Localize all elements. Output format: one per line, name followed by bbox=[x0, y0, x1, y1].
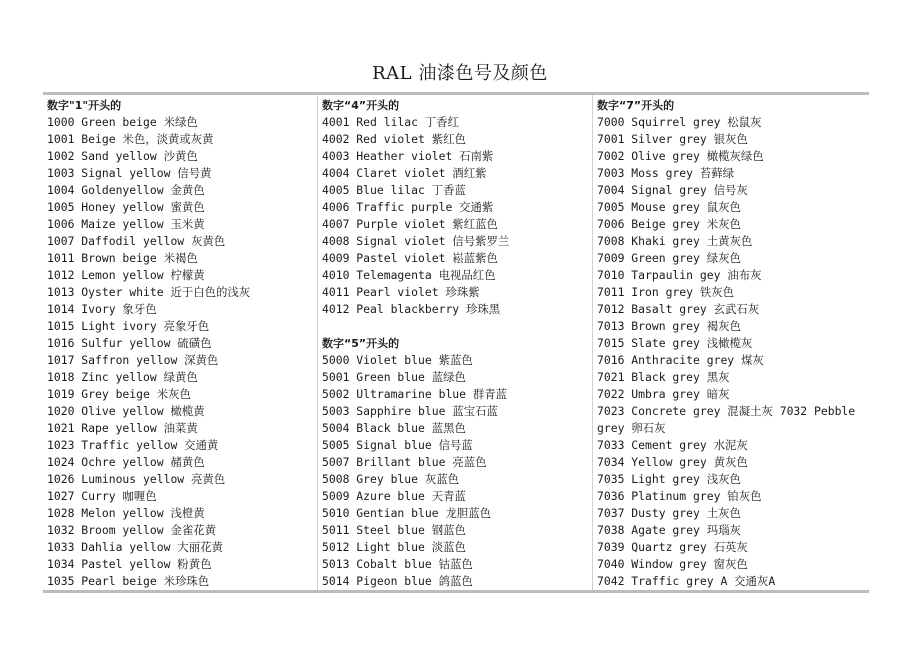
color-entry: 4001 Red lilac 丁香红 bbox=[322, 115, 460, 129]
color-entry: 1014 Ivory 象牙色 bbox=[47, 302, 157, 316]
color-entry: 7000 Squirrel grey 松鼠灰 bbox=[597, 115, 762, 129]
color-entry: 5003 Sapphire blue 蓝宝石蓝 bbox=[322, 404, 498, 418]
color-entry: 5004 Black blue 蓝黑色 bbox=[322, 421, 466, 435]
column-4xxx-5xxx bbox=[318, 95, 593, 590]
color-entry: 4004 Claret violet 酒红紫 bbox=[322, 166, 487, 180]
color-entry: 7023 Concrete grey 混凝土灰 7032 Pebble grey 卵石灰 bbox=[597, 404, 856, 435]
color-entry: 7042 Traffic grey A 交通灰A bbox=[597, 574, 776, 588]
color-entry: 7012 Basalt grey 玄武石灰 bbox=[597, 302, 760, 316]
color-entry: 4009 Pastel violet 崧蓝紫色 bbox=[322, 251, 498, 265]
color-entry: 1013 Oyster white 近于白色的浅灰 bbox=[47, 285, 251, 299]
color-entry: 7037 Dusty grey 土灰色 bbox=[597, 506, 741, 520]
color-entry: 7040 Window grey 窗灰色 bbox=[597, 557, 748, 571]
color-entry: 7002 Olive grey 橄榄灰绿色 bbox=[597, 149, 764, 163]
color-entry: 5010 Gentian blue 龙胆蓝色 bbox=[322, 506, 492, 520]
group-heading: 数字“5”开头的 bbox=[322, 337, 400, 350]
group-heading: 数字“7”开头的 bbox=[597, 99, 675, 112]
color-entry: 7004 Signal grey 信号灰 bbox=[597, 183, 748, 197]
color-entry: 1023 Traffic yellow 交通黄 bbox=[47, 438, 219, 452]
color-entry: 4005 Blue lilac 丁香蓝 bbox=[322, 183, 466, 197]
color-entry: 7003 Moss grey 苔藓绿 bbox=[597, 166, 735, 180]
color-entry: 7010 Tarpaulin gey 油布灰 bbox=[597, 268, 762, 282]
color-entry: 1012 Lemon yellow 柠檬黄 bbox=[47, 268, 205, 282]
color-entry: 5008 Grey blue 灰蓝色 bbox=[322, 472, 460, 486]
color-entry: 1003 Signal yellow 信号黄 bbox=[47, 166, 212, 180]
color-entry: 1033 Dahlia yellow 大丽花黄 bbox=[47, 540, 223, 554]
color-entry: 7035 Light grey 浅灰色 bbox=[597, 472, 741, 486]
color-entry: 1035 Pearl beige 米珍珠色 bbox=[47, 574, 210, 588]
color-entry: 1024 Ochre yellow 赭黄色 bbox=[47, 455, 205, 469]
column-7xxx bbox=[593, 95, 869, 590]
color-entry: 1011 Brown beige 米褐色 bbox=[47, 251, 198, 265]
color-entry: 5001 Green blue 蓝绿色 bbox=[322, 370, 466, 384]
group-heading: 数字“4”开头的 bbox=[322, 99, 400, 112]
color-entry: 1006 Maize yellow 玉米黄 bbox=[47, 217, 205, 231]
color-entry: 1028 Melon yellow 浅橙黄 bbox=[47, 506, 205, 520]
color-entry: 1007 Daffodil yellow 灰黄色 bbox=[47, 234, 226, 248]
color-entry: 1002 Sand yellow 沙黄色 bbox=[47, 149, 198, 163]
color-entry: 4008 Signal violet 信号紫罗兰 bbox=[322, 234, 510, 248]
color-entry: 7013 Brown grey 褐灰色 bbox=[597, 319, 741, 333]
color-entry: 5005 Signal blue 信号蓝 bbox=[322, 438, 473, 452]
color-entry: 4012 Peal blackberry 珍珠黑 bbox=[322, 302, 501, 316]
color-entry: 7008 Khaki grey 土黄灰色 bbox=[597, 234, 753, 248]
group-spacer bbox=[322, 318, 592, 335]
color-entry: 1017 Saffron yellow 深黄色 bbox=[47, 353, 219, 367]
color-entry: 7006 Beige grey 米灰色 bbox=[597, 217, 741, 231]
color-entry: 7022 Umbra grey 暗灰 bbox=[597, 387, 730, 401]
color-entry: 7015 Slate grey 浅橄榄灰 bbox=[597, 336, 753, 350]
color-entry: 5013 Cobalt blue 钴蓝色 bbox=[322, 557, 473, 571]
color-entry: 7033 Cement grey 水泥灰 bbox=[597, 438, 748, 452]
color-entry: 1020 Olive yellow 橄榄黄 bbox=[47, 404, 205, 418]
page-title: RAL 油漆色号及颜色 bbox=[372, 63, 548, 84]
color-entry: 4010 Telemagenta 电视品红色 bbox=[322, 268, 496, 282]
color-entry: 1000 Green beige 米绿色 bbox=[47, 115, 198, 129]
color-entry: 1032 Broom yellow 金雀花黄 bbox=[47, 523, 217, 537]
color-entry: 7038 Agate grey 玛瑙灰 bbox=[597, 523, 741, 537]
color-entry: 5007 Brillant blue 亮蓝色 bbox=[322, 455, 487, 469]
color-entry: 5014 Pigeon blue 鸽蓝色 bbox=[322, 574, 473, 588]
color-entry: 7001 Silver grey 银灰色 bbox=[597, 132, 748, 146]
color-entry: 1034 Pastel yellow 粉黄色 bbox=[47, 557, 212, 571]
color-entry: 4006 Traffic purple 交通紫 bbox=[322, 200, 494, 214]
color-entry: 1027 Curry 咖喱色 bbox=[47, 489, 157, 503]
color-entry: 4003 Heather violet 石南紫 bbox=[322, 149, 494, 163]
color-entry: 5009 Azure blue 天青蓝 bbox=[322, 489, 466, 503]
color-entry: 1021 Rape yellow 油菜黄 bbox=[47, 421, 198, 435]
color-entry: 4011 Pearl violet 珍珠紫 bbox=[322, 285, 480, 299]
color-entry: 1004 Goldenyellow 金黄色 bbox=[47, 183, 205, 197]
color-entry: 7039 Quartz grey 石英灰 bbox=[597, 540, 748, 554]
color-entry: 5000 Violet blue 紫蓝色 bbox=[322, 353, 473, 367]
color-entry: 7036 Platinum grey 铂灰色 bbox=[597, 489, 762, 503]
group-heading: 数字"1"开头的 bbox=[47, 99, 122, 112]
color-entry: 5011 Steel blue 钢蓝色 bbox=[322, 523, 466, 537]
color-entry: 7034 Yellow grey 黄灰色 bbox=[597, 455, 748, 469]
color-entry: 7021 Black grey 黑灰 bbox=[597, 370, 730, 384]
color-entry: 1016 Sulfur yellow 硫磺色 bbox=[47, 336, 212, 350]
color-entry: 1015 Light ivory 亮象牙色 bbox=[47, 319, 210, 333]
color-table bbox=[43, 92, 869, 593]
color-entry: 7009 Green grey 绿灰色 bbox=[597, 251, 741, 265]
color-entry: 5012 Light blue 淡蓝色 bbox=[322, 540, 466, 554]
color-entry: 1005 Honey yellow 蜜黄色 bbox=[47, 200, 205, 214]
color-entry: 1026 Luminous yellow 亮黄色 bbox=[47, 472, 226, 486]
color-entry: 7005 Mouse grey 鼠灰色 bbox=[597, 200, 741, 214]
color-entry: 1001 Beige 米色，淡黄或灰黄 bbox=[47, 132, 214, 146]
color-entry: 4002 Red violet 紫红色 bbox=[322, 132, 466, 146]
color-entry: 1018 Zinc yellow 绿黄色 bbox=[47, 370, 198, 384]
column-1xxx bbox=[43, 95, 318, 590]
color-entry: 5002 Ultramarine blue 群青蓝 bbox=[322, 387, 508, 401]
color-entry: 4007 Purple violet 紫红蓝色 bbox=[322, 217, 498, 231]
color-entry: 7011 Iron grey 铁灰色 bbox=[597, 285, 735, 299]
color-entry: 7016 Anthracite grey 煤灰 bbox=[597, 353, 764, 367]
color-entry: 1019 Grey beige 米灰色 bbox=[47, 387, 191, 401]
